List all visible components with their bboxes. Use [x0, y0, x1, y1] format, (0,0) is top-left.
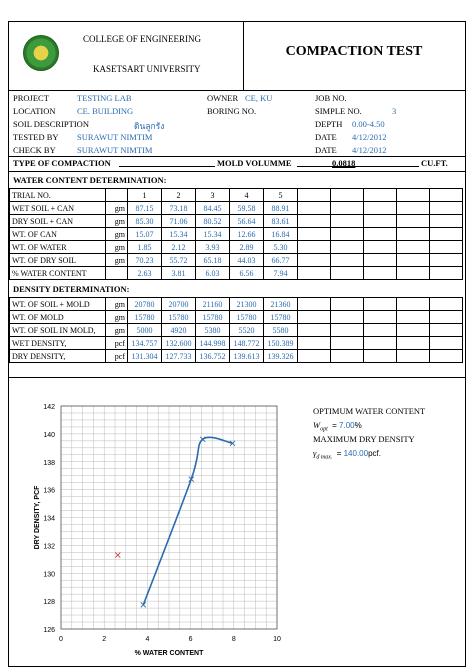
empty-cell: [331, 254, 364, 267]
empty-cell: [397, 202, 430, 215]
table-cell: 131.304: [128, 350, 162, 363]
empty-cell: [298, 324, 331, 337]
empty-cell: [430, 337, 463, 350]
owc-label: OPTIMUM WATER CONTENT: [313, 406, 426, 416]
chart-area: [9, 377, 465, 667]
date-label-2: DATE: [315, 145, 337, 155]
y-tick-label: 140: [43, 431, 55, 439]
table-cell: 16.84: [264, 228, 298, 241]
mdd-line: $\gamma_{d max.} = 140.00pcf$.: [313, 448, 381, 461]
row-unit: gm: [106, 324, 128, 337]
table-cell: 21360: [264, 298, 298, 311]
row-label: WET SOIL + CAN: [10, 202, 106, 215]
mdd-subscript: d max.: [316, 454, 333, 461]
table-cell: 73.18: [162, 202, 196, 215]
table-cell: 4: [230, 189, 264, 202]
soil-label: SOIL DESCRIPTION: [13, 119, 89, 129]
empty-cell: [430, 254, 463, 267]
table-cell: 12.66: [230, 228, 264, 241]
empty-cell: [364, 189, 397, 202]
tested-value: SURAWUT NIMTIM: [77, 132, 153, 142]
empty-cell: [430, 189, 463, 202]
mdd-value: 140.00: [343, 449, 369, 458]
table-cell: 2: [162, 189, 196, 202]
y-tick-label: 142: [43, 404, 55, 411]
empty-cell: [397, 215, 430, 228]
x-tick-label: 4: [145, 636, 150, 643]
empty-cell: [397, 311, 430, 324]
empty-cell: [331, 215, 364, 228]
table-row: [10, 241, 463, 254]
mdd-symbol: γ: [313, 448, 317, 458]
table-row: [10, 298, 463, 311]
row-label: WT. OF SOIL IN MOLD,: [10, 324, 106, 337]
empty-cell: [298, 202, 331, 215]
row-unit: gm: [106, 298, 128, 311]
date-value: 4/12/2012: [352, 132, 387, 142]
table-row: [10, 337, 463, 350]
check-value: SURAWUT NIMTIM: [77, 145, 153, 155]
density-section-title: DENSITY DETERMINATION:: [13, 284, 130, 294]
table-cell: 1: [128, 189, 162, 202]
empty-cell: [430, 228, 463, 241]
info-row-soil: [9, 119, 465, 132]
empty-cell: [298, 254, 331, 267]
empty-cell: [364, 241, 397, 254]
empty-cell: [430, 311, 463, 324]
empty-cell: [397, 241, 430, 254]
empty-cell: [364, 215, 397, 228]
university-logo-icon: [23, 35, 59, 71]
empty-cell: [364, 228, 397, 241]
row-unit: gm: [106, 202, 128, 215]
table-cell: 87.15: [128, 202, 162, 215]
row-unit: gm: [106, 254, 128, 267]
empty-cell: [397, 267, 430, 280]
empty-cell: [364, 350, 397, 363]
table-row: [10, 311, 463, 324]
sample-value: 3: [392, 106, 397, 116]
table-row: [10, 324, 463, 337]
table-row: [10, 215, 463, 228]
row-unit: pcf: [106, 337, 128, 350]
depth-label: DEPTH: [315, 119, 343, 129]
y-tick-label: 128: [43, 599, 55, 607]
empty-cell: [430, 241, 463, 254]
table-cell: 132.600: [162, 337, 196, 350]
table-cell: 134.757: [128, 337, 162, 350]
row-unit: gm: [106, 241, 128, 254]
table-row: [10, 254, 463, 267]
table-cell: 44.03: [230, 254, 264, 267]
header-left: [9, 22, 244, 90]
y-tick-label: 138: [43, 459, 55, 467]
table-cell: 5: [264, 189, 298, 202]
row-unit: gm: [106, 311, 128, 324]
table-cell: 6.03: [196, 267, 230, 280]
mold-volume-unit: CU.FT.: [421, 158, 448, 168]
empty-cell: [397, 189, 430, 202]
table-cell: 139.613: [230, 350, 264, 363]
tested-label: TESTED BY: [13, 132, 59, 142]
data-point-x-marker: [115, 553, 120, 558]
mdd-label: MAXIMUM DRY DENSITY: [313, 434, 415, 444]
empty-cell: [430, 324, 463, 337]
empty-cell: [331, 202, 364, 215]
compaction-type-label: TYPE OF COMPACTION: [13, 158, 111, 168]
x-tick-label: 6: [188, 636, 193, 643]
empty-cell: [298, 189, 331, 202]
density-table: [9, 297, 463, 363]
row-label: DRY DENSITY,: [10, 350, 106, 363]
row-unit: [106, 189, 128, 202]
table-cell: 2.89: [230, 241, 264, 254]
row-label: % WATER CONTENT: [10, 267, 106, 280]
empty-cell: [397, 298, 430, 311]
mold-volume-value: 0.0818: [332, 158, 356, 168]
table-cell: 5380: [196, 324, 230, 337]
empty-cell: [331, 324, 364, 337]
x-tick-label: 8: [231, 636, 236, 643]
table-row: [10, 202, 463, 215]
empty-cell: [397, 350, 430, 363]
row-label: WT. OF CAN: [10, 228, 106, 241]
table-cell: 6.56: [230, 267, 264, 280]
table-cell: 150.389: [264, 337, 298, 350]
job-label: JOB NO.: [315, 93, 347, 103]
y-tick-label: 130: [43, 571, 55, 579]
empty-cell: [364, 298, 397, 311]
university-name: KASETSART UNIVERSITY: [93, 64, 201, 74]
table-cell: 21300: [230, 298, 264, 311]
empty-cell: [430, 215, 463, 228]
table-cell: 56.64: [230, 215, 264, 228]
owner-value: CE, KU: [245, 93, 273, 103]
empty-cell: [331, 267, 364, 280]
row-unit: [106, 267, 128, 280]
empty-cell: [430, 350, 463, 363]
empty-cell: [298, 298, 331, 311]
empty-cell: [430, 202, 463, 215]
table-cell: 139.326: [264, 350, 298, 363]
x-tick-label: 2: [102, 636, 107, 643]
empty-cell: [298, 337, 331, 350]
table-cell: 55.72: [162, 254, 196, 267]
owner-label: OWNER: [207, 93, 239, 103]
empty-cell: [298, 267, 331, 280]
empty-cell: [397, 337, 430, 350]
table-cell: 65.18: [196, 254, 230, 267]
table-cell: 71.06: [162, 215, 196, 228]
table-cell: 15780: [162, 311, 196, 324]
compaction-type-blank: [119, 166, 215, 167]
table-cell: 3.93: [196, 241, 230, 254]
table-cell: 85.30: [128, 215, 162, 228]
y-tick-label: 126: [43, 627, 55, 634]
x-tick-label: 0: [59, 636, 63, 643]
table-cell: 88.91: [264, 202, 298, 215]
header: [9, 22, 465, 91]
y-tick-label: 136: [43, 487, 55, 495]
empty-cell: [397, 228, 430, 241]
empty-cell: [364, 254, 397, 267]
row-unit: gm: [106, 215, 128, 228]
owc-value: 7.00: [339, 421, 355, 430]
owc-symbol: W: [313, 420, 321, 430]
table-row: [10, 350, 463, 363]
empty-cell: [430, 267, 463, 280]
info-row-tested: [9, 132, 465, 145]
x-axis-label: % WATER CONTENT: [134, 650, 204, 657]
empty-cell: [430, 298, 463, 311]
empty-cell: [298, 350, 331, 363]
table-cell: 20780: [128, 298, 162, 311]
row-label: WT. OF MOLD: [10, 311, 106, 324]
project-value: TESTING LAB: [77, 93, 132, 103]
project-label: PROJECT: [13, 93, 49, 103]
divider: [9, 171, 465, 172]
mdd-unit: pcf.: [368, 449, 381, 458]
table-cell: 80.52: [196, 215, 230, 228]
owc-subscript: opt: [320, 426, 328, 433]
compaction-line: [9, 156, 465, 171]
table-cell: 21160: [196, 298, 230, 311]
x-tick-label: 10: [273, 636, 281, 643]
empty-cell: [331, 189, 364, 202]
info-row-project: [9, 93, 465, 106]
table-cell: 4920: [162, 324, 196, 337]
table-row: [10, 228, 463, 241]
table-cell: 3.81: [162, 267, 196, 280]
row-unit: pcf: [106, 350, 128, 363]
empty-cell: [298, 311, 331, 324]
page-title: COMPACTION TEST: [285, 44, 423, 59]
table-cell: 15780: [128, 311, 162, 324]
table-cell: 70.23: [128, 254, 162, 267]
empty-cell: [331, 228, 364, 241]
soil-value: ดินลูกรัง: [134, 122, 165, 132]
unit-blank: [379, 166, 419, 167]
row-label: DRY SOIL + CAN: [10, 215, 106, 228]
table-cell: 2.63: [128, 267, 162, 280]
compaction-sheet: [8, 21, 466, 667]
date-value-2: 4/12/2012: [352, 145, 387, 155]
college-name: COLLEGE OF ENGINEERING: [83, 34, 201, 44]
location-value: CE. BUILDING: [77, 106, 134, 116]
table-cell: 83.61: [264, 215, 298, 228]
location-label: LOCATION: [13, 106, 56, 116]
empty-cell: [364, 267, 397, 280]
table-row: [10, 267, 463, 280]
table-cell: 5000: [128, 324, 162, 337]
empty-cell: [364, 202, 397, 215]
empty-cell: [364, 324, 397, 337]
table-cell: 15780: [264, 311, 298, 324]
row-unit: gm: [106, 228, 128, 241]
table-cell: 148.772: [230, 337, 264, 350]
table-cell: 127.733: [162, 350, 196, 363]
row-label: WET DENSITY,: [10, 337, 106, 350]
row-label: WT. OF WATER: [10, 241, 106, 254]
empty-cell: [331, 337, 364, 350]
table-cell: 15780: [230, 311, 264, 324]
table-cell: 59.58: [230, 202, 264, 215]
table-row: [10, 189, 463, 202]
table-cell: 15.34: [196, 228, 230, 241]
row-label: WT. OF DRY SOIL: [10, 254, 106, 267]
water-table: [9, 188, 463, 280]
owc-unit: %: [354, 421, 362, 430]
table-cell: 1.85: [128, 241, 162, 254]
table-cell: 66.77: [264, 254, 298, 267]
table-cell: 20700: [162, 298, 196, 311]
table-cell: 15.34: [162, 228, 196, 241]
empty-cell: [331, 350, 364, 363]
table-cell: 84.45: [196, 202, 230, 215]
series-line: [143, 437, 232, 605]
table-cell: 5.30: [264, 241, 298, 254]
table-cell: 5580: [264, 324, 298, 337]
boring-label: BORING NO.: [207, 106, 257, 116]
y-tick-label: 134: [43, 515, 55, 523]
info-row-location: [9, 106, 465, 119]
empty-cell: [364, 337, 397, 350]
table-cell: 5520: [230, 324, 264, 337]
empty-cell: [331, 311, 364, 324]
table-cell: 136.752: [196, 350, 230, 363]
row-label: WT. OF SOIL + MOLD: [10, 298, 106, 311]
table-cell: 3: [196, 189, 230, 202]
empty-cell: [331, 241, 364, 254]
table-cell: 15780: [196, 311, 230, 324]
y-axis-label: DRY DENSITY, PCF: [34, 485, 41, 550]
table-cell: 7.94: [264, 267, 298, 280]
empty-cell: [298, 228, 331, 241]
table-cell: 144.998: [196, 337, 230, 350]
empty-cell: [364, 311, 397, 324]
date-label: DATE: [315, 132, 337, 142]
depth-value: 0.00-4.50: [352, 119, 385, 129]
empty-cell: [397, 324, 430, 337]
sample-label: SIMPLE NO.: [315, 106, 362, 116]
row-label: TRIAL NO.: [10, 189, 106, 202]
empty-cell: [298, 215, 331, 228]
check-label: CHECK BY: [13, 145, 56, 155]
empty-cell: [397, 254, 430, 267]
table-cell: 15.07: [128, 228, 162, 241]
table-cell: 2.12: [162, 241, 196, 254]
owc-line: $W_{opt} = 7.00\%$: [313, 420, 362, 433]
empty-cell: [298, 241, 331, 254]
mold-volume-label: MOLD VOLUMME: [217, 158, 292, 168]
empty-cell: [331, 298, 364, 311]
compaction-chart: [9, 378, 465, 667]
water-section-title: WATER CONTENT DETERMINATION:: [13, 175, 167, 185]
y-tick-label: 132: [43, 543, 55, 551]
